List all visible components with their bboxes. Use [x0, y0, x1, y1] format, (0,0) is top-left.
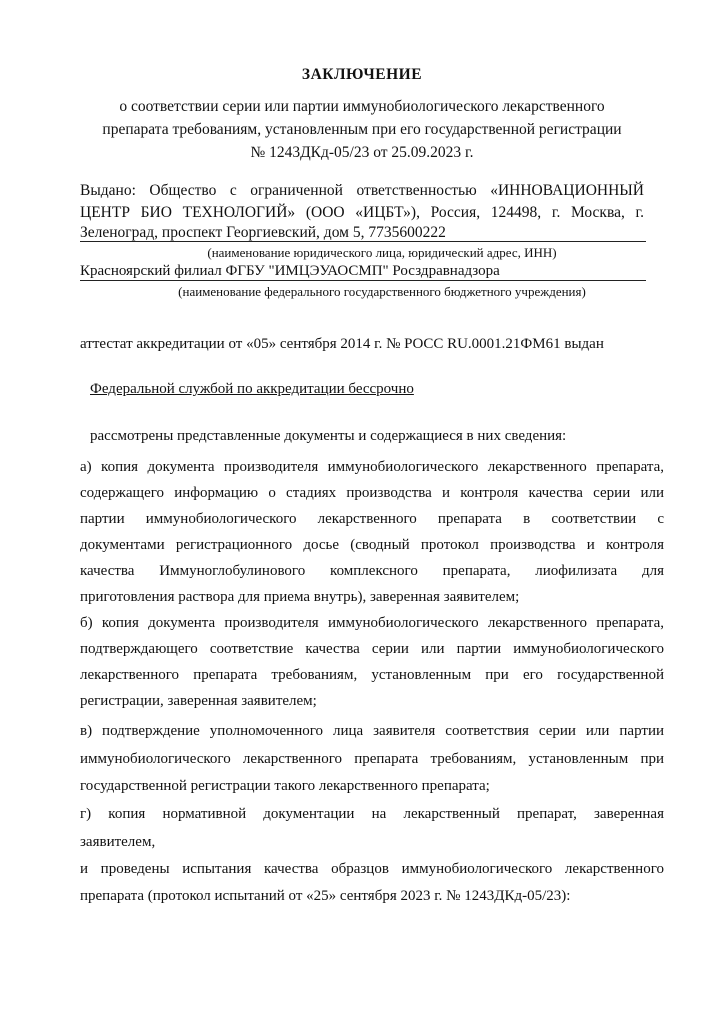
- body-line: государственной регистрации такого лекарственного препарата;: [80, 778, 490, 794]
- applicant-underline: [80, 241, 646, 242]
- issued-line-3: Зеленоград, проспект Георгиевский, дом 5, 7735600222: [80, 224, 446, 241]
- branch-underline: [80, 280, 646, 281]
- body-line: содержащего информацию о стадиях производства и контроля качества серии или: [80, 485, 664, 501]
- body-line: б) копия документа производителя иммунобиологического лекарственного препарата,: [80, 615, 664, 631]
- caption-applicant: (наименование юридического лица, юридический адрес, ИНН): [207, 245, 557, 260]
- issued-line-1: Выдано: Общество с ограниченной ответственностью «ИННОВАЦИОННЫЙ: [80, 182, 644, 199]
- caption-institution: (наименование федерального государственного бюджетного учреждения): [178, 284, 586, 299]
- body-line: г) копия нормативной документации на лекарственный препарат, заверенная: [80, 806, 664, 822]
- body-line: приготовления раствора для приема внутрь), заверенная заявителем;: [80, 589, 520, 605]
- body-line: иммунобиологического лекарственного препарата требованиям, установленным при: [80, 751, 664, 767]
- body-line: подтверждающего соответствие качества серии или партии иммунобиологического: [80, 641, 664, 657]
- subtitle-line-1: о соответствии серии или партии иммунобиологического лекарственного: [119, 98, 605, 115]
- branch-name: Красноярский филиал ФГБУ "ИМЦЭУАОСМП" Росздравнадзора: [80, 263, 500, 279]
- accreditation-line: аттестат аккредитации от «05» сентября 2014 г. № POCC RU.0001.21ФМ61 выдан: [80, 336, 604, 352]
- body-line: и проведены испытания качества образцов иммунобиологического лекарственного: [80, 861, 664, 877]
- body-line: рассмотрены представленные документы и содержащиеся в них сведения:: [90, 428, 567, 444]
- body-line: в) подтверждение уполномоченного лица заявителя соответствия серии или партии: [80, 723, 664, 739]
- issued-line-2: ЦЕНТР БИО ТЕХНОЛОГИЙ» (ООО «ИЦБТ»), Россия, 124498, г. Москва, г.: [80, 204, 644, 221]
- body-line: качества Иммуноглобулинового комплексного препарата, лиофилизата для: [80, 563, 664, 579]
- body-line: заявителем,: [80, 834, 156, 850]
- body-line: документами регистрационного досье (сводный протокол производства и контроля: [80, 537, 664, 553]
- body-line: партии иммунобиологического лекарственного препарата в соответствии с: [80, 511, 664, 527]
- body-line: препарата (протокол испытаний от «25» сентября 2023 г. № 1243ДКд-05/23):: [80, 888, 571, 904]
- body-line: лекарственного препарата требованиям, установленным при его государственной: [80, 667, 664, 683]
- accreditation-by: Федеральной службой по аккредитации бессрочно: [90, 381, 414, 397]
- document-title: ЗАКЛЮЧЕНИЕ: [301, 66, 423, 83]
- subtitle-line-2: препарата требованиям, установленным при его государственной регистрации: [102, 121, 622, 138]
- body-line: регистрации, заверенная заявителем;: [80, 693, 317, 709]
- body-line: а) копия документа производителя иммунобиологического лекарственного препарата,: [80, 459, 664, 475]
- subtitle-line-3: № 1243ДКд-05/23 от 25.09.2023 г.: [250, 144, 474, 161]
